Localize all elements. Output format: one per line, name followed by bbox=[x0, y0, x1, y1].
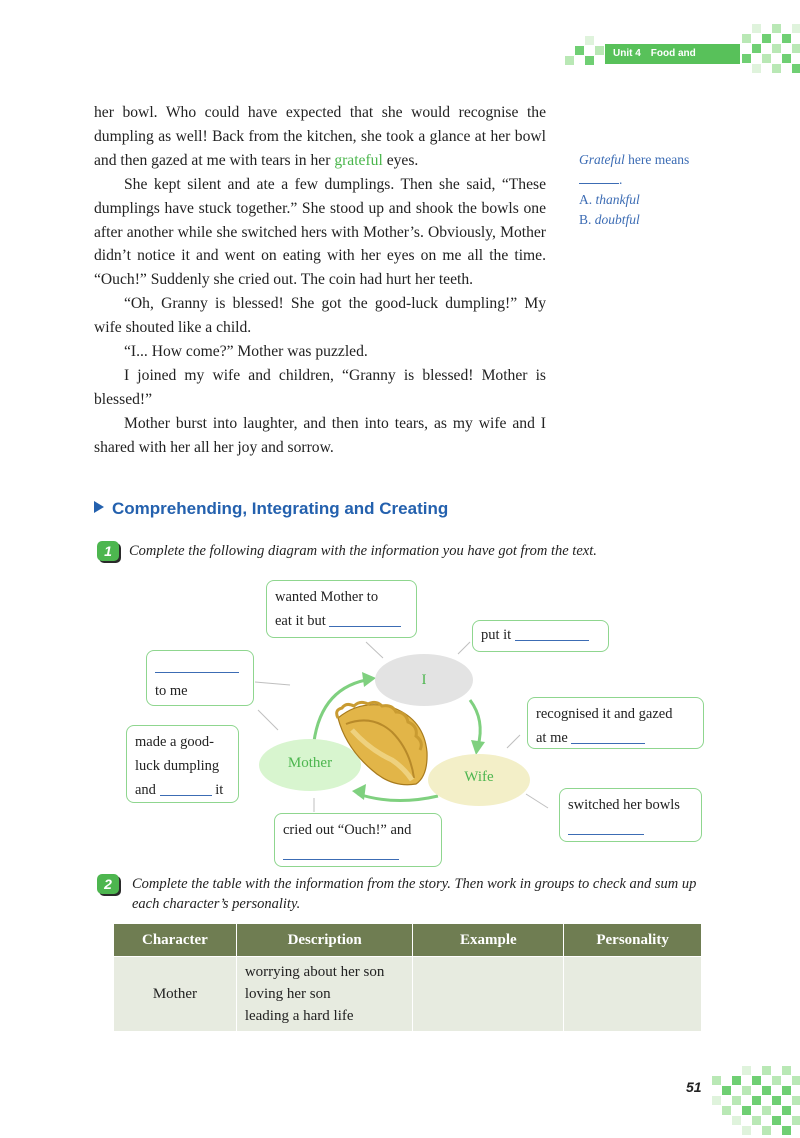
page-number: 51 bbox=[686, 1079, 702, 1095]
pixel-square bbox=[782, 1126, 791, 1135]
pixel-square bbox=[712, 1096, 721, 1105]
pixel-square bbox=[762, 1126, 771, 1135]
pixel-square bbox=[742, 1106, 751, 1115]
section-heading: Comprehending, Integrating and Creating bbox=[94, 499, 448, 519]
pixel-square bbox=[575, 46, 584, 55]
pixel-square bbox=[752, 1116, 761, 1125]
pixel-square bbox=[722, 1106, 731, 1115]
task-1-instruction: Complete the following diagram with the information you have got from the text. bbox=[129, 543, 597, 559]
box-made-dumpling: made a good- luck dumpling and it bbox=[126, 725, 239, 803]
pixel-square bbox=[565, 56, 574, 65]
box-switched-bowls: switched her bowls bbox=[559, 788, 702, 842]
blank-wanted-but[interactable] bbox=[329, 611, 401, 627]
triangle-bullet-icon bbox=[94, 501, 104, 513]
cell-example-mother[interactable] bbox=[413, 957, 564, 1032]
passage-paragraph-5: I joined my wife and children, “Granny is blessed! Mother is blessed!” bbox=[94, 366, 546, 408]
pixel-square bbox=[782, 1086, 791, 1095]
pixel-square bbox=[782, 34, 791, 43]
pixel-square bbox=[792, 64, 800, 73]
pixel-square bbox=[792, 1076, 800, 1085]
pixel-square bbox=[595, 46, 604, 55]
pixel-square bbox=[752, 24, 761, 33]
pixel-square bbox=[772, 64, 781, 73]
passage-paragraph-3: “Oh, Granny is blessed! She got the good-luck dumpling!” My wife shouted like a child. bbox=[94, 295, 546, 337]
unit-title: Food and Culture bbox=[613, 48, 696, 79]
pixel-square bbox=[732, 1116, 741, 1125]
header-personality: Personality bbox=[564, 924, 702, 957]
pixel-square bbox=[752, 1076, 761, 1085]
pixel-square bbox=[762, 1086, 771, 1095]
box-recognised-it: recognised it and gazed at me bbox=[527, 697, 704, 749]
node-wife: Wife bbox=[428, 754, 530, 806]
passage-paragraph-6: Mother burst into laughter, and then into tears, as my wife and I shared with her all her joy and sorrow. bbox=[94, 414, 546, 456]
blank-to-me[interactable] bbox=[155, 657, 239, 673]
sidenote-option-b: doubtful bbox=[594, 212, 640, 227]
pixel-square bbox=[762, 34, 771, 43]
story-passage bbox=[94, 101, 546, 460]
pixel-square bbox=[762, 1066, 771, 1075]
header-character: Character bbox=[114, 924, 237, 957]
pixel-square bbox=[585, 36, 594, 45]
task-2-instruction: Complete the table with the information from the story. Then work in groups to check and sum up each character’s personality. bbox=[132, 876, 697, 912]
box-put-it: put it bbox=[472, 620, 609, 652]
pixel-square bbox=[772, 1096, 781, 1105]
pixel-square bbox=[712, 1076, 721, 1085]
pixel-square bbox=[792, 44, 800, 53]
pixel-square bbox=[782, 1106, 791, 1115]
pixel-square bbox=[772, 24, 781, 33]
passage-paragraph-4: “I... How come?” Mother was puzzled. bbox=[124, 343, 368, 361]
task-1-badge: 1 bbox=[97, 541, 119, 561]
passage-paragraph-2: She kept silent and ate a few dumplings. Then she said, “These dumplings have stuck together.” She stood up and shook the bowls one after another while she switched hers with Mother’s. Obviously, Mother didn’t notice it and went on eating with her eyes on me all the time. “Ouch!” Suddenly she cried out. The coin had hurt her teeth. bbox=[94, 175, 546, 289]
pixel-square bbox=[732, 1076, 741, 1085]
blank-gazed-at-me[interactable] bbox=[571, 728, 645, 744]
box-wanted-mother: wanted Mother to eat it but bbox=[266, 580, 417, 638]
pixel-square bbox=[752, 44, 761, 53]
pixel-square bbox=[772, 1116, 781, 1125]
cell-character-mother: Mother bbox=[114, 957, 237, 1032]
pixel-square bbox=[792, 1096, 800, 1105]
pixel-square bbox=[742, 1086, 751, 1095]
pixel-square bbox=[782, 1066, 791, 1075]
sidenote-word: Grateful bbox=[579, 152, 625, 167]
pixel-square bbox=[742, 1066, 751, 1075]
pixel-square bbox=[792, 1116, 800, 1125]
pixel-square bbox=[752, 1096, 761, 1105]
node-mother: Mother bbox=[259, 739, 361, 791]
cell-description-mother: worrying about her son loving her son leading a hard life bbox=[236, 957, 413, 1032]
vocabulary-sidenote: Grateful here means . A. thankful B. doubtful bbox=[579, 152, 690, 227]
pixel-square bbox=[742, 1126, 751, 1135]
blank-switched[interactable] bbox=[568, 819, 644, 835]
node-i: I bbox=[375, 654, 473, 706]
pixel-square bbox=[792, 24, 800, 33]
unit-header-bar bbox=[605, 44, 740, 79]
blank-cried-out[interactable] bbox=[283, 844, 399, 860]
blank-put-it[interactable] bbox=[515, 625, 589, 641]
highlighted-word-grateful: grateful bbox=[334, 151, 383, 169]
pixel-square bbox=[782, 54, 791, 63]
pixel-square bbox=[722, 1086, 731, 1095]
character-table bbox=[113, 923, 702, 1032]
header-description: Description bbox=[236, 924, 413, 957]
pixel-square bbox=[772, 44, 781, 53]
unit-label: Unit 4 bbox=[613, 48, 641, 59]
pixel-square bbox=[762, 54, 771, 63]
pixel-square bbox=[732, 1096, 741, 1105]
pixel-square bbox=[742, 54, 751, 63]
pixel-square bbox=[752, 64, 761, 73]
box-to-me: to me bbox=[146, 650, 254, 706]
cell-personality-mother[interactable] bbox=[564, 957, 702, 1032]
blank-and-it[interactable] bbox=[160, 780, 212, 796]
dumpling-illustration bbox=[332, 700, 432, 788]
task-2-badge: 2 bbox=[97, 874, 119, 894]
pixel-square bbox=[742, 34, 751, 43]
pixel-square bbox=[585, 56, 594, 65]
box-cried-out: cried out “Ouch!” and bbox=[274, 813, 442, 867]
header-example: Example bbox=[413, 924, 564, 957]
passage-paragraph-1: her bowl. Who could have expected that she would recognise the dumpling as well! Back from the kitchen, she took a glance at her bowl and then gazed at me with tears in her grateful eyes. bbox=[94, 104, 546, 169]
sidenote-option-a: thankful bbox=[595, 192, 640, 207]
sidenote-answer-blank[interactable] bbox=[579, 170, 619, 184]
pixel-square bbox=[772, 1076, 781, 1085]
pixel-square bbox=[762, 1106, 771, 1115]
